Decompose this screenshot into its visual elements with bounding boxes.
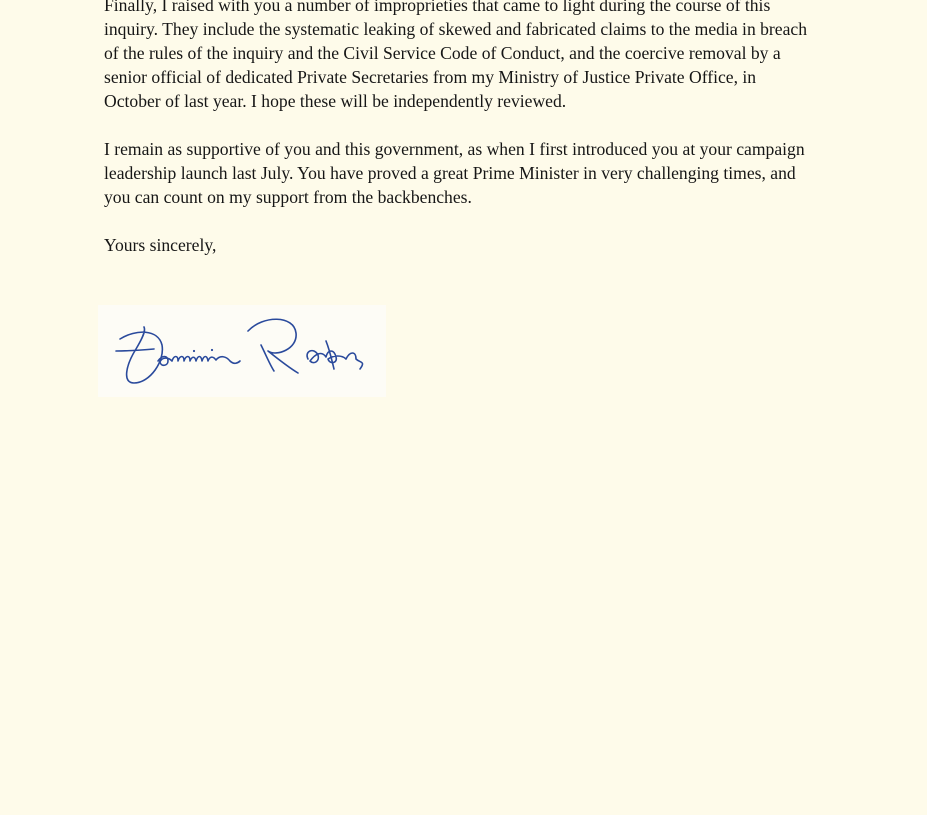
signature-stroke [158, 357, 240, 366]
paragraph-support [104, 137, 864, 209]
signature-stroke [261, 345, 274, 371]
signature-stroke [120, 327, 162, 383]
text-line: of the rules of the inquiry and the Civil Service Code of Conduct, and the coercive removal by a [104, 43, 781, 63]
signature-dot [211, 349, 213, 351]
handwritten-signature [98, 305, 386, 397]
text-line: senior official of dedicated Private Secretaries from my Ministry of Justice Private Office, in [104, 67, 757, 87]
text-line: you can count on my support from the backbenches. [104, 187, 472, 207]
text-line: Finally, I raised with you a number of improprieties that came to light during the course of this [104, 0, 771, 15]
text-line: leadership launch last July. You have proved a great Prime Minister in very challenging times, and [104, 163, 796, 183]
signature-dot [193, 350, 195, 352]
signature-stroke [307, 351, 362, 369]
closing-salutation: Yours sincerely, [104, 235, 217, 255]
letter-body [104, 0, 864, 257]
signature-stroke [248, 319, 298, 373]
text-line: I remain as supportive of you and this government, as when I first introduced you at your campaign [104, 139, 805, 159]
text-line: inquiry. They include the systematic leaking of skewed and fabricated claims to the media in breach [104, 19, 808, 39]
paragraph-improprieties [104, 0, 864, 113]
text-line: October of last year. I hope these will be independently reviewed. [104, 91, 567, 111]
